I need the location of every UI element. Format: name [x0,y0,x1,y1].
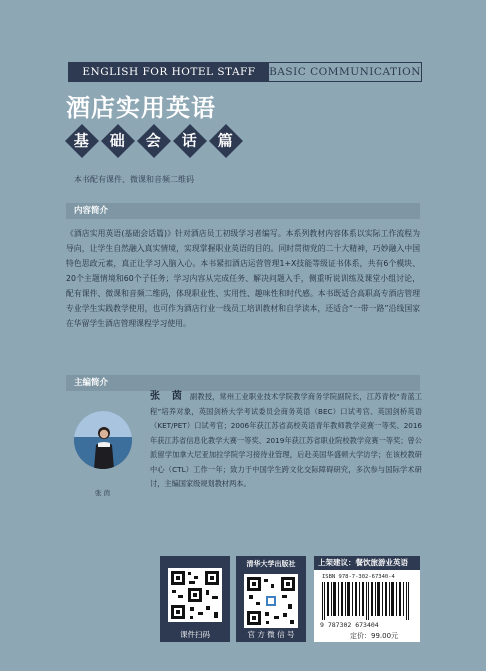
author-bio [150,390,422,492]
courseware-qr-panel [160,556,230,642]
subtitle-char: 础 [110,131,126,150]
wechat-qr-caption: 官 方 微 信 号 [247,630,295,639]
courseware-qr-code [168,568,222,622]
author-name: 张 茵 [150,391,187,402]
publisher-name: 清华大学出版社 [246,560,296,568]
author-bio-text: 副教授，常州工业职业技术学院教学商务学院副院长，江苏青校“青蓝工程”培养对象，英国剑桥大学考试委员会商务英语（BEC）口试考官、英国剑桥英语（KET/PET）口试考官；2006年获江苏省高校英语青年教师教学竞赛一等奖、2016年获江苏省信息化教学大赛一等奖、2019年获江苏省职业院校教学竞赛一等奖；曾公派留学加拿大尼亚加拉学院学习接待业管理，后赴美国华盛顿大学访学；在该校教研中心（CTL）工作一年；致力于中国学生跨文化交际障碍研究，多次参与国际学术研讨，主编国家级规划教材两本。 [150,392,422,488]
isbn-block [314,556,420,642]
subtitle-diamond [137,124,171,158]
barcode [322,582,412,620]
subtitle-char: 会 [146,131,162,150]
isbn-body [314,570,420,642]
subtitle-diamond [101,124,135,158]
shelving-suggestion: 上架建议：餐饮旅游业英语 [314,556,420,570]
price: 定价：99.00元 [350,632,399,640]
wechat-qr-panel [236,556,306,642]
subtitle-diamond [173,124,207,158]
barcode-digits: 9 787302 673404 [320,621,379,629]
intro-text: 《酒店实用英语(基础会话篇)》针对酒店员工初级学习者编写。本系列教材内容体系以实际工作流程为导向，让学生自然融入真实情境，实现掌握职业英语的目的。同时贯彻党的二十大精神，巧妙融入中国特色思政元素，真正让学习入脑入心。本书紧扣酒店运营管理1+X技能等级证书体系，共有6个模块、20个主题情境和60个子任务；学习内容从完成任务、解决问题入手，侧重听说训练及课堂小组讨论，配有课件、微课和音频二维码，体现职业性、实用性、趣味性和时代感。本书既适合高职高专酒店管理专业学生实践教学使用，也可作为酒店行业一线员工培训教材和自学读本，还适合“一带一路”沿线国家在华留学生酒店管理课程学习使用。 [66,229,420,328]
book-subtitle [70,129,238,153]
series-title-en: ENGLISH FOR HOTEL STAFF [69,63,269,81]
courseware-qr-caption: 课件扫码 [180,630,210,639]
series-banner [68,62,422,82]
photo-caption: 张 茵 [95,489,111,497]
wechat-qr-code [244,574,298,628]
subtitle-char: 话 [182,131,198,150]
author-heading: 主编简介 [66,375,420,391]
subtitle-diamond [209,124,243,158]
subseries-title-en: BASIC COMMUNICATION [269,66,421,78]
book-title: 酒店实用英语 [66,94,216,122]
resources-note: 本书配有课件、微课和音频二维码 [74,175,194,184]
author-photo [74,411,132,469]
subtitle-diamond [65,124,99,158]
subtitle-char: 基 [74,131,90,150]
intro-heading: 内容简介 [66,203,420,219]
isbn-number: ISBN 978-7-302-67340-4 [322,574,395,580]
subtitle-char: 篇 [218,131,234,150]
